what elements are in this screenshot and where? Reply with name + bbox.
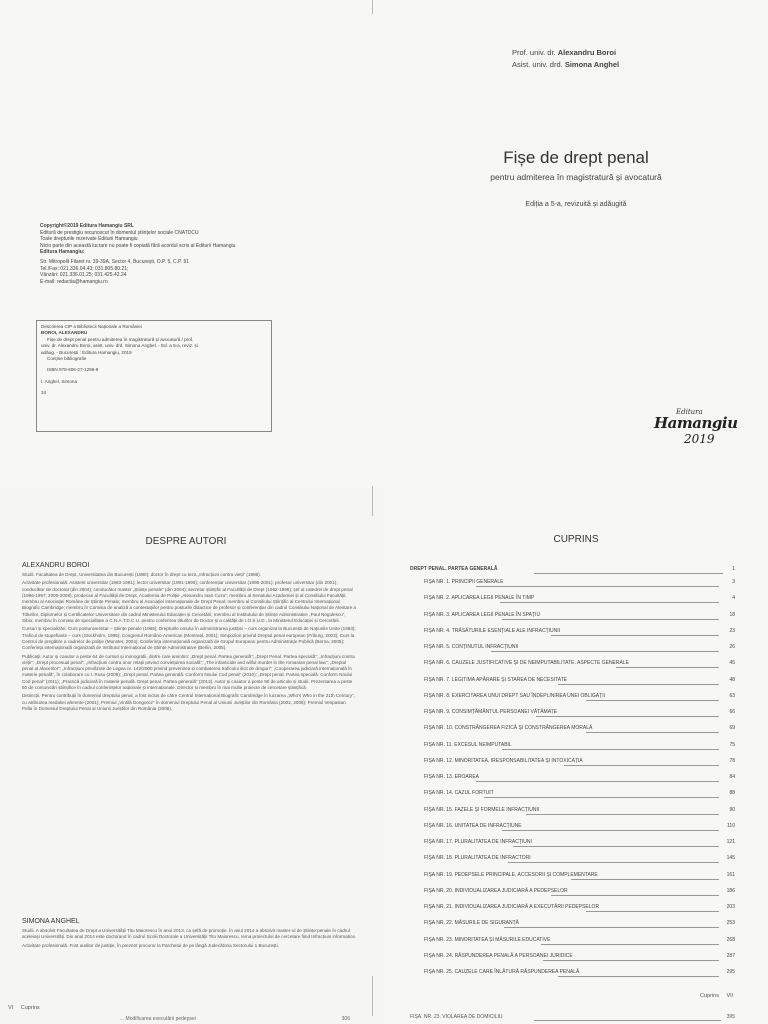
cover-subtitle: pentru admiterea în magistratură și avocatură [490,172,662,182]
author-bio-1 [22,562,357,714]
toc-entry[interactable] [410,758,735,770]
publisher-logo [648,408,748,456]
toc-page: 253 [726,920,735,927]
cover-author-2 [512,60,619,69]
copyright-line: Toate drepturile rezervate Editurii Hamangiu [40,236,138,243]
copyright-line: Copyright©2019 Editura Hamangiu SRL [40,223,134,229]
author-bio-2 [22,918,357,949]
toc-leader [534,573,723,574]
toc-label: FIȘA NR. 8. EXERCITAREA UNUI DREPT SAU ÎNDEPLINIREA UNEI OBLIGAȚII [424,692,605,699]
toc-entry[interactable] [410,660,735,672]
toc-page: 90 [729,806,735,813]
bio-paragraph: Activitate profesională. Asistent universitar (1983-1991); lector universitar (1991-1996); conferențiar universitar (1996-2001); profesor universitar (din 2001); conducător de doctorat (din 2004); conducător master „Științe penale” (din 2004); secretar științific al Facultății de Drept (1992-1996); șef al catedrei de drept penal (1996-1997; 2000-2008); prodecan al Facultății de Drept, Academia de Poliție „Alexandru Ioan Cuza”; membru al Senatului Academiei și al Consiliului Facultății; membru al Asociației Române de Științe Penale; membru al Asociației Internaționale de Drept Penal; membru al Consiliului Științific al Centrului Internațional Biografic Cambridge; membru în Comisia de analiză a contestațiilor pentru posturile didactice de profesor și conferențiar din cadrul Consiliului Național de Atestare a Titlurilor, Diplomelor și Certificatelor Universitare din cadrul Ministerului Educației și Cercetării; membru al Institutului de Științe Administrative „Paul Negulescu”, Sibiu; membru în comisia de specialitate a C.N.A.T.D.C.U. pentru conferirea titlurilor de Doctor și a calității de I.O.S.U.D., la Ministerul Educației și Cercetării. [22,580,356,624]
toc-page: 63 [729,692,735,699]
toc-label: FIȘA NR. 4. TRĂSĂTURILE ESENȚIALE ALE INFRACȚIUNII [424,627,561,634]
toc-leader [534,1020,721,1021]
toc-heading: CUPRINS [553,534,599,545]
copyright-line: Nicio parte din această lucrare nu poate fi copiată fără acordul scris al Editurii Hamangiu [40,242,236,249]
toc-label: FIȘA NR. 1. PRINCIPII GENERALE [424,579,504,585]
toc-page: 75 [729,741,735,748]
toc-label: FIȘA NR. 21. INDIVIDUALIZAREA JUDICIARĂ A EXECUTĂRII PEDEPSELOR [424,904,600,910]
toc-page: 110 [727,822,735,829]
toc-page: 45 [729,660,735,667]
toc-leader [616,667,719,668]
copyright-line: Tel./Fax: 021.336.04.43; 031.805.80.21; [40,265,129,272]
toc-entry[interactable] [410,709,735,721]
toc-entry[interactable] [410,612,735,624]
toc-label: FIȘA NR. 5. CONȚINUTUL INFRACȚIUNII [424,644,519,650]
copyright-line: E-mail: redactia@hamangiu.ro [40,278,108,285]
toc-leader [508,862,719,863]
toc-label: FIȘA NR. 3. APLICAREA LEGII PENALE ÎN SPAȚIU [424,611,541,618]
toc-page: 66 [729,709,735,715]
running-title: Cuprins [700,993,719,999]
toc-label: FIȘA NR. 19. PEDEPSELE PRINCIPALE, ACCESORII ȘI COMPLEMENTARE [424,871,598,878]
bio-paragraph: Cursuri și specializări. Curs postuniversitar – Științe penale (1985); Drepturile omului în administrarea justiției – curs organizat la București de Națiunile Unite (1993); Traficul de stupefiante – curs (Stockholm, 1995); Congresul Româno-American (Montreal, 2001); Simpozion privind Dreptul penal european (Friburg, 2003); Curs la Centrul de pregătire a cadrelor de poliție (Munster, 2004); Conferința internațională organizată de Grupul European pentru Administrație Publică (Berna, 2005); Conferința internațională organizată de Institutul Internațional de Științe Administrative (Berlin, 2005). [22,626,356,651]
toc-leader [586,700,719,701]
toc-leader [536,716,719,717]
copyright-line: Editură de prestigiu recunoscut în domeniul științelor sociale CNATDCU [40,229,199,236]
toc-entry[interactable] [410,888,735,900]
toc-label: FIȘA NR. 23. MINORITATEA ȘI MĂSURILE EDUCATIVE [424,936,551,943]
toc-part-row[interactable] [410,566,735,578]
publisher-logo-top: Editura [676,408,703,416]
toc-entry[interactable] [410,742,735,754]
toc-leader [586,911,719,912]
toc-entry[interactable] [410,774,735,786]
toc-leader [502,830,719,831]
toc-entry[interactable] [410,677,735,689]
toc-leader [491,651,719,652]
bio-paragraph: Studii. A absolvit Facultatea de Drept a Universității Titu Maiorescu în anul 2013, ca șefă de promoție. În anul 2014 a absolvit master-ul de Științe penale în cadrul aceleiași Universități. Din anul 2014 este doctorand în cadrul Școlii Doctorale a Universității Titu Maiorescu, tema proiectului de cercetare fiind Infracțiuni informatice. [22,928,357,940]
toc-leader [476,781,719,782]
toc-leader [526,814,719,815]
toc-leader [541,944,719,945]
cip-line: adăug. - București : Editura Hamangiu, 2019 [41,349,132,355]
toc-leader [502,619,719,620]
toc-page: 268 [726,936,735,943]
copyright-line: Str. Mitropolit Filaret nr. 39-39A, Sector 4, București, O.P. 5, C.P. 91 [40,258,190,265]
toc-label: FIȘA NR. 12. MINORITATEA, IRESPONSABILITATEA ȘI INTOXICAȚIA [424,757,583,764]
toc-page: 121 [726,839,735,845]
author-title: Asist. univ. drd. [512,60,563,69]
toc-entry[interactable] [410,725,735,737]
toc-page: 48 [729,676,735,683]
toc-leader [551,895,719,896]
toc-entry[interactable] [410,904,735,916]
toc-entry[interactable] [410,823,735,835]
toc-label: FIȘA NR. 10. CONSTRÂNGEREA FIZICĂ ȘI CONSTRÂNGEREA MORALĂ [424,725,593,732]
copyright-line: Editura Hamangiu: [40,249,85,256]
page-number: VI [8,1005,14,1011]
toc-page: 88 [729,790,735,797]
toc-leader [500,602,719,603]
about-heading: DESPRE AUTORI [145,536,227,547]
cip-line: I. Anghel, Simona [41,378,78,384]
cover-author-1 [512,48,616,57]
toc-label: FIȘA NR. 2. APLICAREA LEGII PENALE ÎN TIMP [424,595,535,602]
toc-entry[interactable] [410,953,735,965]
toc-label: DREPT PENAL. PARTEA GENERALĂ [410,566,498,572]
toc-label: FIȘA NR. 22. MĂSURILE DE SIGURANȚĂ [424,920,520,927]
cip-line: BOROI, ALEXANDRU [41,330,88,336]
toc-entry[interactable] [410,790,735,802]
toc-page: 84 [729,774,735,780]
toc-label: FIȘA NR. 11. EXCESUL NEIMPUTABIL [424,741,512,748]
fold-mark [372,0,373,14]
toc-leader [586,732,719,733]
cip-box [36,320,272,432]
toc-page: 69 [729,725,735,732]
author-name: Alexandru Boroi [557,48,617,57]
toc-leader [504,927,719,928]
toc-page: 186 [726,887,735,894]
toc-leader [558,684,719,685]
toc-label: FIȘA NR. 18. PLURALITATEA DE INFRACTORI [424,855,531,862]
cover-edition: Ediția a 5-a, revizuită și adăugită [525,201,627,208]
toc-leader [502,749,719,750]
toc-page: 78 [729,757,735,764]
toc-entry[interactable] [410,579,735,591]
running-title: Cuprins [20,1005,40,1011]
cip-line: Descrierea CIP a Bibliotecii Naționale a României [41,324,142,329]
toc-leader [543,960,719,961]
author-name: Simona Anghel [564,60,620,69]
toc-entry[interactable] [410,872,735,884]
page-number: VII [726,993,734,999]
toc-leader [571,879,719,880]
toc-page: 18 [729,611,735,618]
toc-entry[interactable] [410,839,735,851]
cut-off-toc-label: ... Modificarea executării pedepsei [120,1016,196,1022]
toc-page: 161 [726,871,735,878]
toc-page: 23 [729,627,735,634]
fold-mark [372,486,373,516]
cut-off-toc-line [120,1016,350,1024]
toc-label: FIȘA NR. 25. CAUZELE CARE ÎNLĂTURĂ RĂSPUNDEREA PENALĂ [424,969,580,975]
cut-off-toc-label: FIȘA. NR. 23. VIOLAREA DE DOMICILIU [410,1014,503,1020]
bio-author-name: SIMONA ANGHEL [22,918,80,925]
toc-page: 4 [732,595,735,602]
toc-entry[interactable] [410,920,735,932]
cip-line: 34 [41,390,47,396]
toc-page: 287 [726,952,735,959]
cip-line: Fișe de drept penal pentru admiterea în magistratură și avocatură / prof. [47,336,194,342]
toc-leader [484,797,719,798]
author-title: Prof. univ. dr. [512,48,556,57]
publisher-logo-name: Hamangiu [654,414,738,432]
copyright-line: Vânzări: 021.336.01.25; 031.425.42.24 [40,272,127,279]
cut-off-toc-line [410,1014,735,1022]
page-footer-right [700,993,733,999]
toc-label: FIȘA NR. 13. EROAREA [424,774,480,780]
toc-entry[interactable] [410,644,735,656]
toc-page: 203 [726,904,735,910]
cut-off-toc-page: 395 [726,1014,735,1020]
toc-entry[interactable] [410,937,735,949]
toc-label: FIȘA NR. 17. PLURALITATEA DE INFRACȚIUNI [424,839,532,845]
toc-label: FIȘA NR. 6. CAUZELE JUSTIFICATIVE ȘI DE NEIMPUTABILITATE. ASPECTE GENERALE [424,660,629,667]
toc-page: 26 [729,644,735,650]
fold-mark [372,976,373,1016]
toc-leader [564,765,719,766]
publisher-logo-year: 2019 [684,432,715,446]
toc-entry[interactable] [410,628,735,640]
cip-line: ISBN 978-606-27-1296-9 [47,367,99,373]
cip-line: univ. dr. Alexandru Boroi, asist. univ. drd. Simona Anghel. - Ed. a 5-a, reviz. și [41,343,198,349]
toc-entry[interactable] [410,693,735,705]
toc-label: FIȘA NR. 16. UNITATEA DE INFRACȚIUNE [424,822,522,829]
bio-paragraph: Publicații. Autor și coautor a peste 64 de cursuri și monografii, dintre care amintim: „Drept penal. Partea generală”; „Drept Penal. Partea specială”; „Infracțiuni contra vieții”; „Drept procesual penal”; „Infracțiuni contra unor relații privind conviețuirea socială”; „The infanticide and wilful murder in the romanian penal law”; „Dreptul penal al afacerilor”; „Infracțiuni prevăzute de Legea nr. 143/2000 privind prevenirea și combaterea traficului ilicit de droguri”; „Cooperarea judiciară internațională în materie penală”, în colaborare cu I. Rusu (2008); „Drept penal. Partea generală. Conform Noului Cod penal” (2010); „Drept penal. Partea specială. Conform Noului Cod penal” (2011); „Practică judiciară în materie penală. Drept penal. Partea generală” (2013). Autor și coautor a peste 90 de articole și studii. Prezentarea a peste 50 de comunicări științifice în cadrul conferințelor naționale și internaționale. Director și membru în mai multe proiecte de cercetare științifică. [22,653,355,691]
toc-page: 145 [726,855,735,862]
toc-label: FIȘA NR. 7. LEGITIMA APĂRARE ȘI STAREA DE NECESITATE [424,676,568,683]
bio-author-name: ALEXANDRU BOROI [22,562,90,569]
cip-line: Conține bibliografie [47,356,87,362]
toc-leader [513,846,719,847]
toc-label: FIȘA NR. 15. FAZELE ȘI FORMELE INFRACȚIUNII [424,806,540,813]
bio-paragraph: Studii. Facultatea de Drept, Universitatea din București (1980); doctor în drept cu teza „Infracțiuni contra vieții” (1996). [22,572,261,577]
toc-leader [476,586,719,587]
cover-title: Fișe de drept penal [503,148,649,167]
toc-label: FIȘA NR. 9. CONSIMȚĂMÂNTUL PERSOANEI VĂTĂMATE [424,709,558,715]
toc-entry[interactable] [410,807,735,819]
bio-paragraph: Distincții. Pentru contribuții în domeniul dreptului penal, a fost inclus de către Centrul Internațional Biografic Cambridge în lucrarea „Who's Who in the 21th Century”, cu atribuirea medaliei aferente (2001); Premiul „Vintilă Dongoroz” în domeniul Dreptului Penal al Uniunii Juriștilor din România (2002, 2006); Premiul Vespasian Pella în Domeniul Dreptului Penal al Uniunii Juriștilor din România (2008). [22,693,355,711]
toc-page: 3 [732,579,735,585]
toc-entry[interactable] [410,595,735,607]
toc-label: FIȘA NR. 24. RĂSPUNDEREA PENALĂ A PERSOANEI JURIDICE [424,952,573,959]
toc-label: FIȘA NR. 14. CAZUL FORTUIT [424,790,494,797]
toc-page: 295 [726,969,735,975]
toc-leader [551,635,719,636]
toc-entry[interactable] [410,969,735,981]
copyright-block [40,223,340,285]
page-footer-left [8,1005,40,1011]
toc-leader [558,976,719,977]
cut-off-toc-page: 306 [341,1016,350,1022]
toc-page: 1 [732,566,735,572]
bio-paragraph: Activitate profesională. Fost auditor de justiție, în prezent procuror la Parchetul de pe lângă Judecătoria Sectorului 1 București. [22,942,279,948]
toc-label: FIȘA NR. 20. INDIVIDUALIZAREA JUDICIARĂ A PEDEPSELOR [424,887,568,894]
toc-entry[interactable] [410,855,735,867]
